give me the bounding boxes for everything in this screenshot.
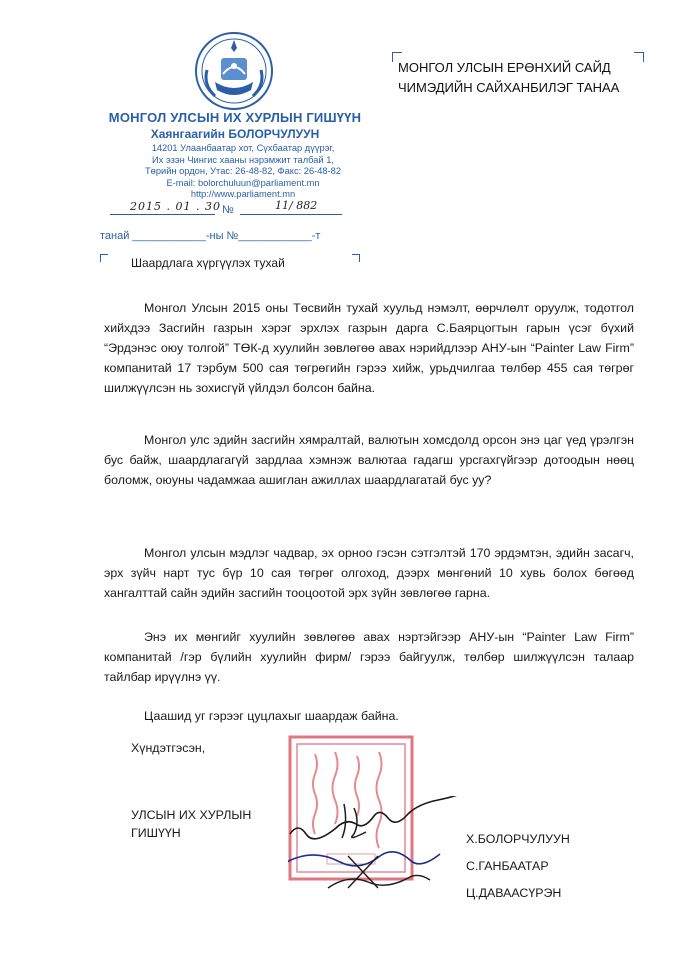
signatory-title-line: ГИШҮҮН (131, 826, 181, 840)
signatory-names (466, 826, 570, 907)
address-line: Их эзэн Чингис хааны нэрэмжит талбай 1, (152, 154, 334, 165)
body-paragraph: Монгол улс эдийн засгийн хямралтай, валютын хомсдолд орсон энэ цаг үед үрэлгэн бус байж, шаардлагагүй зардлаа хэмнэж валютаа гадагш урсгахгүйгээр дотоодын нөөц боломж, оюуны чадамжаа ашиглан ажиллах шаардлагатай бус уу? (104, 433, 634, 487)
body-paragraph: Монгол улсын мэдлэг чадвар, эх орноо гэсэн сэтгэлтэй 170 эрдэмтэн, эдийн засагч, эрх зүйч нарт тус бүр 10 сая төгрөг олгоход, дээрх мөнгөний 10 хувь болох бөгөөд хангалттай сайн эдийн засгийн тооцоотой эрх зүйн зөвлөгөө гарна. (104, 546, 634, 600)
body-paragraph: Цаашид уг гэрээг цуцлахыг шаардаж байна. (144, 709, 399, 723)
address-line: Төрийн ордон, Утас: 26-48-82, Факс: 26-48-82 (144, 166, 341, 176)
address-line: http://www.parliament.mn (190, 189, 296, 199)
date-underline (110, 214, 215, 215)
recipient-line: МОНГОЛ УЛСЫН ЕРӨНХИЙ САЙД (398, 60, 611, 75)
closing-line: Хүндэтгэсэн, (131, 741, 206, 755)
recipient-block (398, 58, 619, 98)
date-handwritten: 2015 . 01 . 30 (130, 200, 221, 213)
member-name: Хаянгаагийн БОЛОРЧУЛУУН (150, 127, 320, 141)
recipient-bracket (634, 52, 644, 62)
number-underline (240, 214, 342, 215)
body-paragraph: Монгол Улсын 2015 оны Төсвийн тухай хуульд нэмэлт, өөрчлөлт оруулж, тодотгол хийхдээ Засгийн газрын хэрэг эрхлэх газрын дарга С.Баярцогтын гарын үсэг бүхий “Эрдэнэс оюу толгой” ТӨК-д хуулийн зөвлөгөө авах нэрийдлээр АНУ-ын “Painter Law Firm” компанитай 17 тэрбум 500 сая төгрөгийн гэрээ хийж, урьдчилгаа төлбөр 455 сая төгрөг шилжүүлсэн нь зохисгүй үйлдэл болсон байна. (104, 301, 634, 395)
address-line: 14201 Улаанбаатар хот, Сүхбаатар дүүрэг, (151, 143, 335, 153)
address-line: E-mail: bolorchuluun@parliament.mn (166, 177, 320, 188)
organization-name: МОНГОЛ УЛСЫН ИХ ХУРЛЫН ГИШҮҮН (108, 110, 362, 125)
subject-bracket (352, 254, 360, 262)
signatory-title (131, 806, 251, 842)
subject-bracket (100, 254, 108, 262)
reference-line: танай ____________-ны №____________-т (100, 230, 321, 242)
recipient-line: ЧИМЭДИЙН САЙХАНБИЛЭГ ТАНАА (398, 80, 620, 95)
subject-line: Шаардлага хүргүүлэх тухай (131, 256, 285, 270)
body-paragraph: Энэ их мөнгийг хуулийн зөвлөгөө авах нэртэйгээр АНУ-ын “Painter Law Firm” компанитай /гэр бүлийн хуулийн фирм/ гэрээ байгуулж, төлбөр шилжүүлсэн талаар тайлбар ирүүлнэ үү. (104, 630, 634, 684)
signatory-name: С.ГАНБААТАР (466, 859, 549, 873)
number-handwritten: 11/ 882 (275, 199, 318, 212)
signatory-name: Ц.ДАВААСҮРЭН (466, 886, 562, 900)
letterhead-address (118, 143, 368, 201)
signatory-title-line: УЛСЫН ИХ ХУРЛЫН (131, 808, 252, 822)
state-emblem-icon (193, 30, 275, 112)
signatory-name: Х.БОЛОРЧУЛУУН (466, 832, 570, 846)
number-label: № (222, 204, 234, 216)
